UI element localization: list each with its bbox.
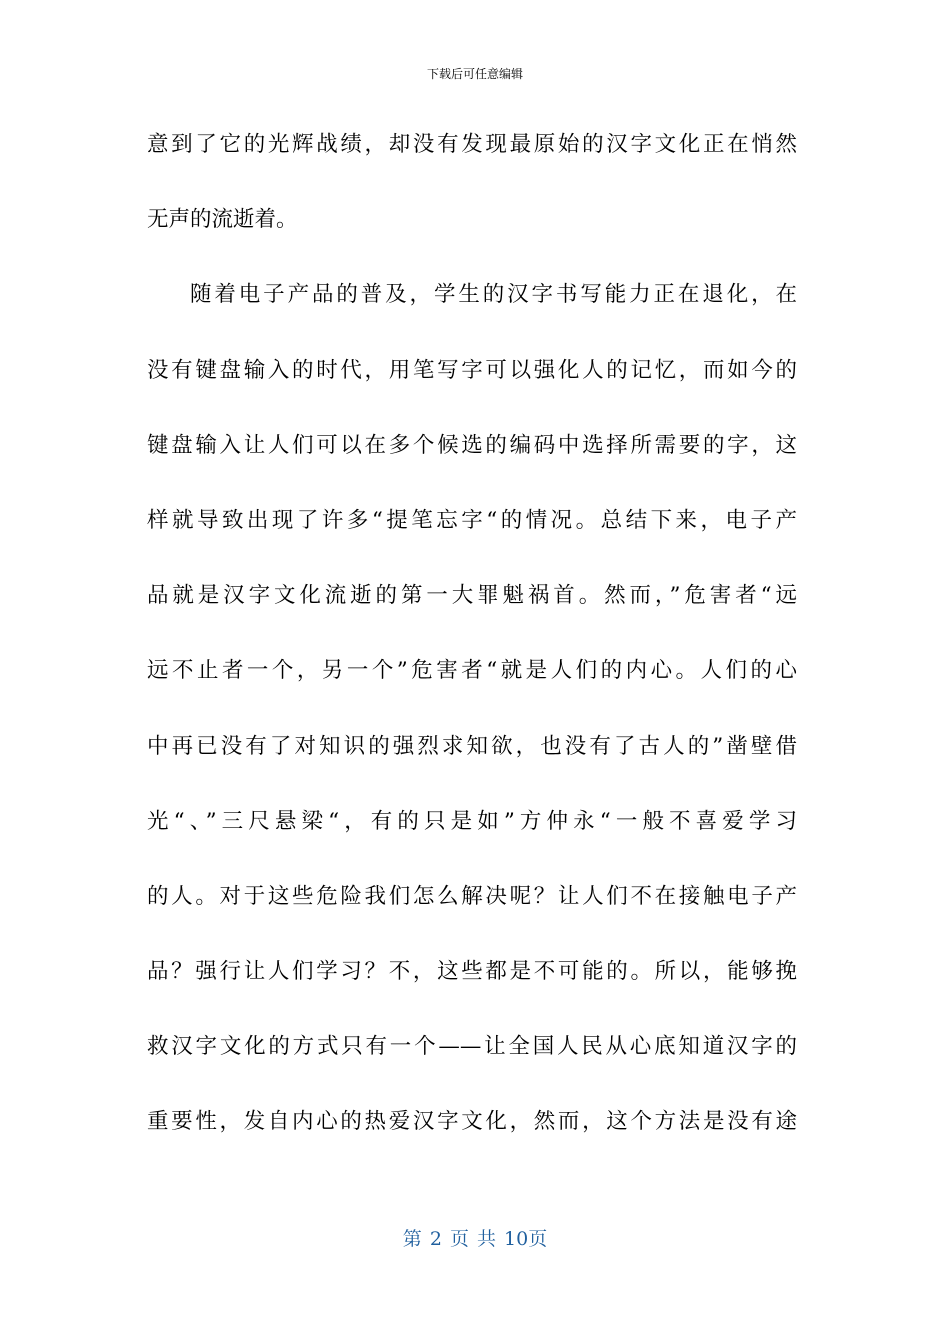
text-line: 键盘输入让人们可以在多个候选的编码中选择所需要的字，这 — [147, 432, 797, 458]
text-line: 中再已没有了对知识的强烈求知欲，也没有了古人的”凿壁借 — [147, 733, 797, 759]
text-line: 品？强行让人们学习？不，这些都是不可能的。所以，能够挽 — [147, 959, 797, 985]
document-body — [147, 120, 797, 1173]
text-line: 意到了它的光辉战绩，却没有发现最原始的汉字文化正在悄然 — [147, 132, 797, 157]
text-line: 品就是汉字文化流逝的第一大罪魁祸首。然而，”危害者“远 — [147, 583, 797, 609]
page-number-footer — [0, 1226, 950, 1252]
page-header — [0, 66, 950, 82]
text-line: 救汉字文化的方式只有一个——让全国人民从心底知道汉字的 — [147, 1034, 797, 1060]
text-line: 没有键盘输入的时代，用笔写字可以强化人的记忆，而如今的 — [147, 357, 797, 383]
page-number-text: 第 2 页 共 10页 — [402, 1228, 548, 1250]
text-line: 的人。对于这些危险我们怎么解决呢？让人们不在接触电子产 — [147, 883, 797, 909]
text-line: 重要性，发自内心的热爱汉字文化，然而，这个方法是没有途 — [147, 1109, 797, 1135]
text-line: 远不止者一个，另一个”危害者“就是人们的内心。人们的心 — [147, 658, 797, 684]
text-line: 随着电子产品的普及，学生的汉字书写能力正在退化，在 — [190, 282, 797, 308]
text-line: 无声的流逝着。 — [147, 207, 298, 233]
text-line: 样就导致出现了许多“提笔忘字“的情况。总结下来，电子产 — [147, 507, 797, 533]
text-line: 光“、”三尺悬梁“，有的只是如”方仲永“一般不喜爱学习 — [147, 808, 797, 834]
page-header-text: 下载后可任意编辑 — [426, 67, 523, 81]
